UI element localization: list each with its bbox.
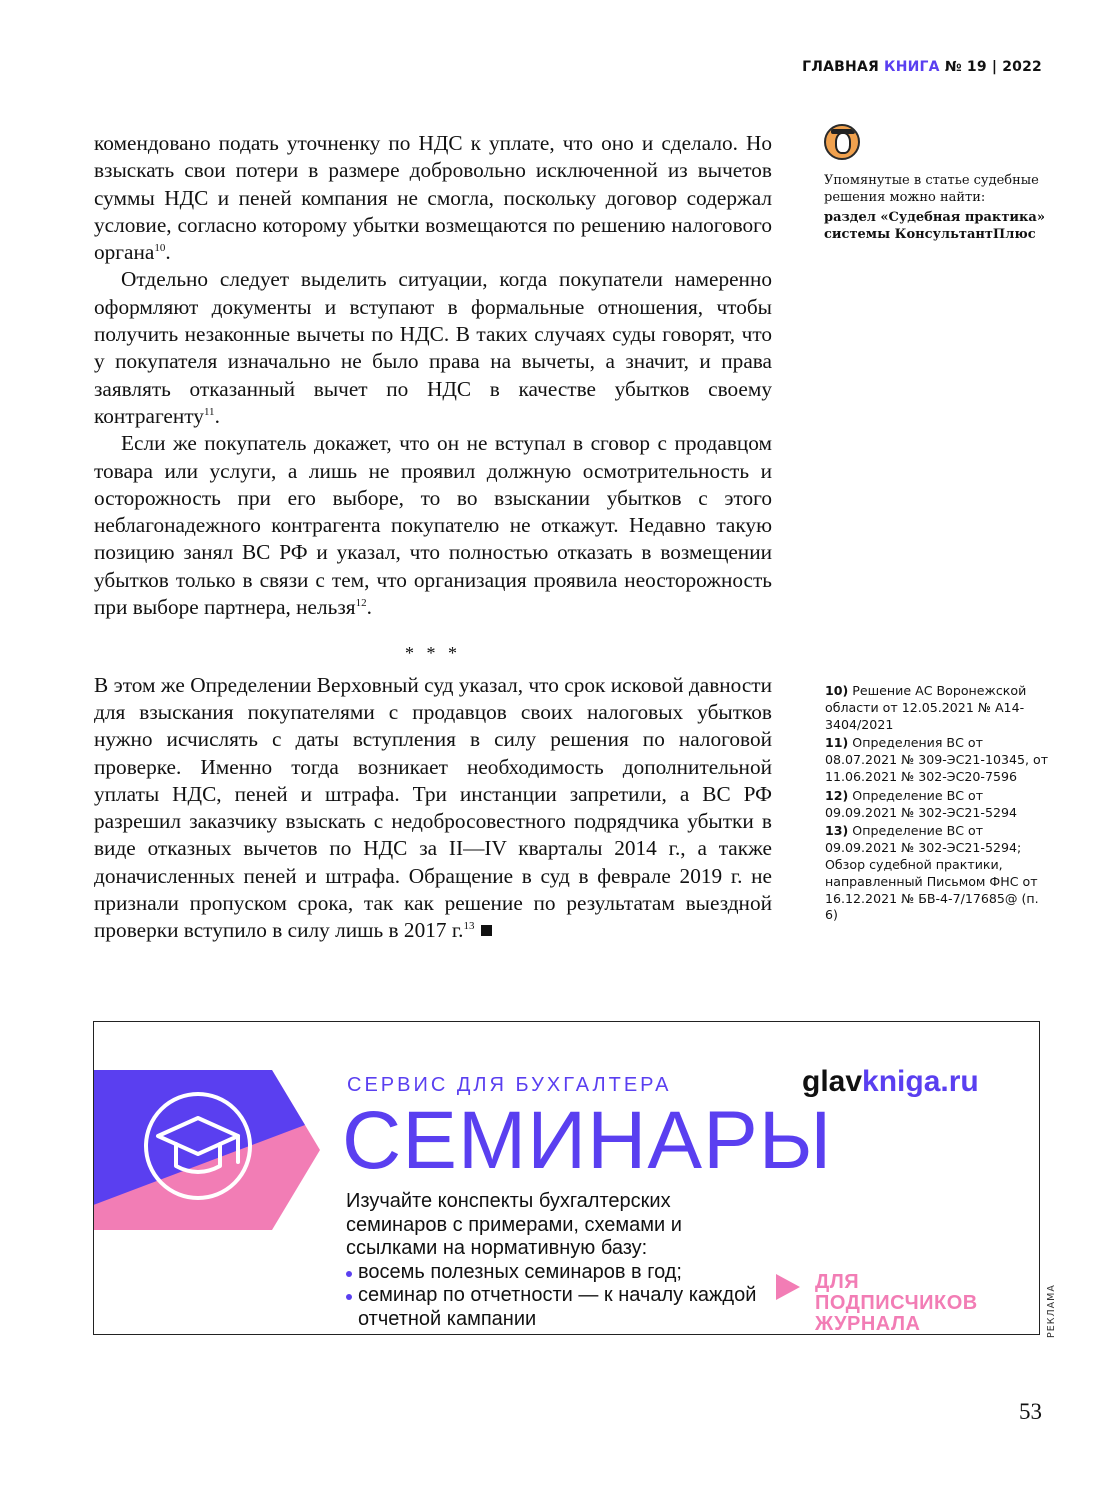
ad-title: СЕМИНАРЫ	[342, 1095, 833, 1186]
footnotes	[825, 683, 1055, 926]
running-header	[802, 59, 1042, 75]
ad-subtitle: СЕРВИС ДЛЯ БУХГАЛТЕРА	[347, 1074, 672, 1096]
ad-site-link[interactable]: glavkniga.ru	[802, 1065, 979, 1098]
article-paragraph: В этом же Определении Верховный суд указал, что срок исковой давности для взыскания покупателями с продавцов своих налоговых убытков нужно исчислять с даты вступления в силу решения по налоговой проверке. Именно тогда возникает необходимость дополнительной уплаты НДС, пеней и штрафа. Три инстанции запретили, а ВС РФ разрешил заказчику взыскать с недобросовестного подрядчика убытки в виде отказных вычетов по НДС за II—IV кварталы 2014 г., а также доначисленных пеней и штрафа. Обращение в суд в феврале 2019 г. не признали пропуском срока, так как решение по результатам выездной проверки вступило в силу лишь в 2017 г.$^{13}$	[94, 672, 772, 943]
sidebar-note-source: раздел «Судебная практика» системы КонсультантПлюс	[824, 210, 1045, 242]
ad-promo-text: ДЛЯ ПОДПИСЧИКОВ ЖУРНАЛА	[815, 1271, 978, 1335]
ad-label: РЕКЛАМА	[1046, 1284, 1057, 1338]
end-of-article-mark	[481, 925, 492, 936]
ad-graphic	[93, 1062, 320, 1232]
expert-avatar-icon	[824, 124, 860, 160]
play-arrow-icon	[776, 1274, 800, 1300]
advertisement-banner[interactable]	[93, 1021, 1040, 1335]
article-paragraph: комендовано подать уточненку по НДС к уплате, что оно и сделало. Но взыскать свои потери в размере добровольно исключенной из вычетов суммы НДС и пеней компания не смогла, поскольку договор содержал условие, согласно которому убытки возмещаются по решению налогового органа$^{10}$.	[94, 131, 772, 265]
footnote: 11) Определения ВС от 08.07.2021 № 309-ЭС21-10345, от 11.06.2021 № 302-ЭС20-7596	[825, 735, 1049, 784]
footnote-ref: 10	[154, 242, 166, 255]
list-item: семинар по отчетности — к началу каждой отчетной кампании	[346, 1284, 766, 1331]
sidebar-note	[824, 124, 1050, 243]
ad-description	[346, 1190, 766, 1331]
ad-body-text: Изучайте конспекты бухгалтерских семинаров с примерами, схемами и ссылками на нормативную базу:	[346, 1190, 682, 1259]
page-number: 53	[1019, 1399, 1042, 1424]
header-issue: № 19 | 2022	[939, 59, 1042, 75]
footnote-ref: 13	[463, 920, 475, 933]
section-separator: * * *	[405, 643, 461, 664]
ad-promo[interactable]	[776, 1272, 978, 1335]
sidebar-note-text: Упомянутые в статье судебные решения можно найти:	[824, 173, 1039, 205]
article-paragraph: Если же покупатель докажет, что он не вступал в сговор с продавцом товара или услуги, а лишь не проявил должную осмотрительность и осторожность при его выборе, то во взыскании убытков с этого неблагонадежного контрагента покупателю не откажут. Недавно такую позицию занял ВС РФ и указал, что полностью отказать в возмещении убытков только в связи с тем, что организация проявила неосторожность при выборе партнера, нельзя$^{12}$.	[94, 431, 772, 620]
list-item: восемь полезных семинаров в год;	[346, 1261, 766, 1285]
article-paragraph: Отдельно следует выделить ситуации, когда покупатели намеренно оформляют документы и вступают в формальные отношения, чтобы получить незаконные вычеты по НДС. В таких случаях суды говорят, что у покупателя изначально не было права на вычеты, а значит, и права заявлять отказанный вычет по НДС в качестве убытков своему контрагенту$^{11}$.	[94, 267, 772, 428]
header-magazine-name: ГЛАВНАЯ	[802, 59, 885, 75]
footnote: 10) Решение АС Воронежской области от 12.05.2021 № А14-3404/2021	[825, 683, 1027, 732]
footnote: 12) Определение ВС от 09.09.2021 № 302-ЭС21-5294	[825, 787, 1017, 820]
article-body	[94, 130, 772, 945]
footnote-ref: 11	[203, 405, 215, 418]
footnote-ref: 12	[355, 596, 367, 609]
ad-bullet-list	[346, 1261, 766, 1332]
header-magazine-name-accent: КНИГА	[884, 59, 940, 75]
footnote: 13) Определение ВС от 09.09.2021 № 302-ЭС21-5294; Обзор судебной практики, направленный Письмом ФНС от 16.12.2021 № БВ-4-7/17685@ (п. 6)	[825, 823, 1039, 923]
